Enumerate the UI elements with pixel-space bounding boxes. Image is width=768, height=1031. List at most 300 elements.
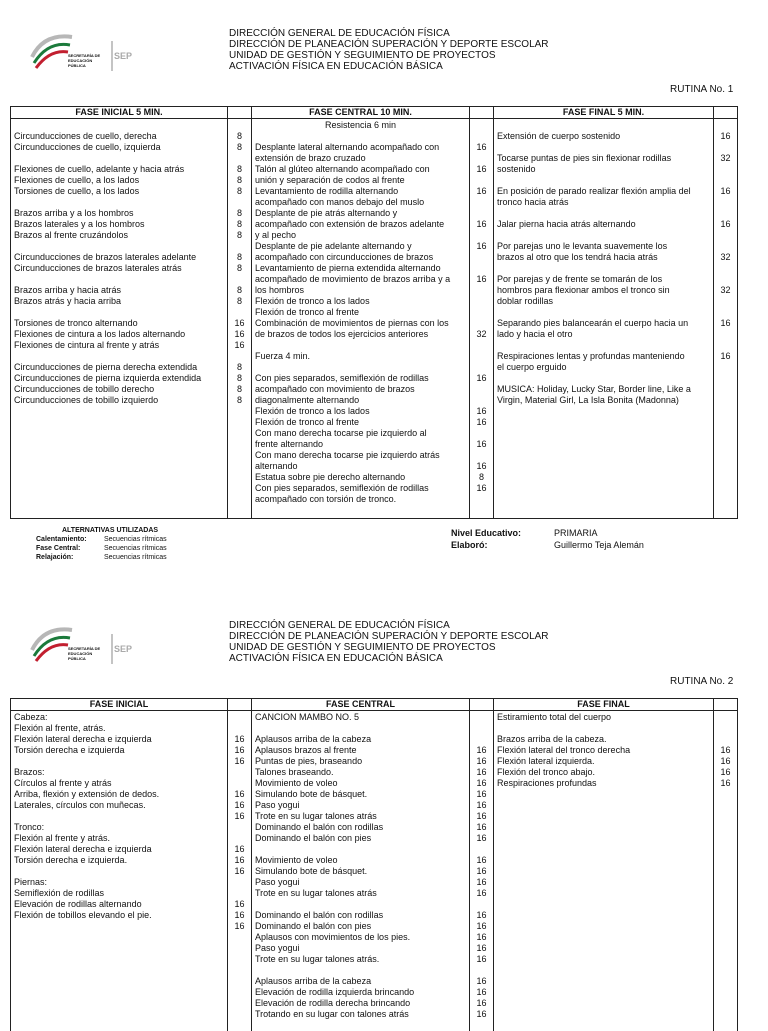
exercise-item: Torsiones de cuello, a los lados [14,186,140,196]
logo-line: EDUCACIÓN [68,58,93,63]
column-header: FASE INICIAL 5 MIN. [11,107,228,119]
repetition-count [717,395,734,406]
repetition-count: 16 [476,767,487,777]
exercise-item: Aplausos brazos al frente [255,745,357,755]
exercise-item: Movimiento de voleo [255,855,338,865]
column-header: FASE INICIAL [11,699,228,711]
repetition-count: 16 [234,844,245,854]
exercise-line: acompañado con extensión de brazos adelante [255,219,445,229]
exercise-item: Aplausos arriba de la cabeza [255,976,372,986]
repetition-count: 16 [720,318,731,328]
exercise-line: Separando pies balancearán el cuerpo hacia un [497,318,689,328]
exercise-item: Paso yogui [255,800,300,810]
repetition-count [231,767,248,778]
repetition-count: 32 [720,252,731,262]
exercise-item: Flexión del tronco abajo. [497,767,596,777]
repetition-count: 16 [476,756,487,766]
exercise-item: Elevación de rodillas alternando [14,899,142,909]
exercise-item: Torsiones de tronco alternando [14,318,138,328]
repetition-count [717,362,734,373]
exercise-item: Talones braseando. [255,767,334,777]
exercise-line: Jalar pierna hacia atrás alternando [497,219,636,229]
fase-central-counts [470,119,494,519]
repetition-count [473,120,490,131]
repetition-count [473,428,490,439]
exercise-item: Brazos arriba y a los hombros [14,208,134,218]
exercise-item: Circunducciones de cuello, izquierda [14,142,161,152]
exercise-item: Brazos laterales y a los hombros [14,219,145,229]
repetition-count [717,197,734,208]
repetition-count [473,494,490,505]
repetition-count: 16 [476,778,487,788]
repetition-count: 32 [476,329,487,339]
repetition-count: 8 [236,230,242,240]
repetition-count: 32 [720,153,731,163]
exercise-item: Brazos arriba y hacia atrás [14,285,122,295]
exercise-item [14,866,224,877]
nivel-label: Nivel Educativo: [451,528,522,538]
repetition-count: 16 [234,789,245,799]
repetition-count: 16 [234,734,245,744]
alternatives-title: ALTERNATIVAS UTILIZADAS [62,527,159,534]
rutina-number: RUTINA No. 1 [670,84,734,95]
exercise-item [14,241,224,252]
repetition-count: 16 [476,241,487,251]
repetition-count: 16 [720,131,731,141]
exercise-item: Puntas de pies, braseando [255,756,363,766]
nivel-value: PRIMARIA [554,528,598,538]
exercise-item: Arriba, flexión y extensión de dedos. [14,789,160,799]
exercise-line: sostenido [497,164,536,174]
exercise-item: Brazos: [14,767,45,777]
exercise-line: Talón al glúteo alternando acompañado con [255,164,430,174]
column-header: FASE CENTRAL [252,699,470,711]
repetition-count [717,208,734,219]
repetition-count [231,241,248,252]
routine-1-table [10,106,738,519]
exercise-line: Levantamiento de rodilla alternando [255,186,399,196]
repetition-count: 16 [476,954,487,964]
column-header: FASE FINAL 5 MIN. [494,107,714,119]
column-header-count [470,699,494,711]
fase-central-cell [252,711,470,1031]
repetition-count: 8 [236,373,242,383]
repetition-count: 8 [236,384,242,394]
repetition-count: 16 [476,987,487,997]
exercise-line: Flexión de tronco al frente [255,307,360,317]
repetition-count: 8 [236,186,242,196]
repetition-count: 16 [476,800,487,810]
exercise-item: Circunducciones de pierna izquierda extendida [14,373,202,383]
repetition-count: 16 [476,483,487,493]
alt-key: Calentamiento: [36,536,87,543]
fase-central-counts [470,711,494,1031]
exercise-item: Cabeza: [14,712,48,722]
exercise-item: Circunducciones de tobillo derecho [14,384,155,394]
exercise-item: Brazos atrás y hacia arriba [14,296,122,306]
repetition-count: 16 [720,351,731,361]
repetition-count [473,723,490,734]
repetition-count: 16 [476,932,487,942]
exercise-line: Por parejas y de frente se tomarán de los [497,274,663,284]
exercise-line [497,263,710,274]
repetition-count: 16 [234,318,245,328]
exercise-line: el cuerpo erguido [497,362,567,372]
repetition-count [473,318,490,329]
repetition-count: 16 [476,461,487,471]
repetition-count: 16 [476,822,487,832]
repetition-count: 16 [234,910,245,920]
repetition-count: 16 [476,164,487,174]
repetition-count [717,373,734,384]
logo-line: SECRETARÍA DE [68,646,101,651]
exercise-item: Flexiones de cuello, adelante y hacia atrás [14,164,185,174]
logo-line: PÚBLICA [68,656,86,661]
repetition-count: 16 [234,800,245,810]
exercise-item: Flexiones de cintura al frente y atrás [14,340,160,350]
exercise-item: Simulando bote de básquet. [255,789,368,799]
repetition-count [717,230,734,241]
exercise-item: Dominando el balón con rodillas [255,910,384,920]
exercise-line: Flexión de tronco a los lados [255,406,370,416]
repetition-count [717,734,734,745]
repetition-count [717,241,734,252]
fase-final-counts [714,119,738,519]
repetition-count: 16 [476,219,487,229]
repetition-count [717,723,734,734]
exercise-item: Trote en su lugar talones atrás [255,811,377,821]
column-header: FASE FINAL [494,699,714,711]
exercise-item: Flexión lateral del tronco derecha [497,745,631,755]
repetition-count: 8 [236,252,242,262]
repetition-count [473,734,490,745]
repetition-count: 16 [476,439,487,449]
repetition-count [473,899,490,910]
alt-key: Relajación: [36,554,74,561]
exercise-item: Circunducciones de tobillo izquierdo [14,395,159,405]
column-header: FASE CENTRAL 10 MIN. [252,107,470,119]
repetition-count: 16 [720,745,731,755]
repetition-count: 16 [476,976,487,986]
header-line: ACTIVACIÓN FÍSICA EN EDUCACIÓN BÁSICA [229,653,443,664]
fase-final-counts [714,711,738,1031]
repetition-count [473,208,490,219]
exercise-item: Brazos arriba de la cabeza. [497,734,607,744]
exercise-item: Estiramiento total del cuerpo [497,712,612,722]
repetition-count [473,384,490,395]
exercise-line: Estatua sobre pie derecho alternando [255,472,406,482]
repetition-count [231,712,248,723]
repetition-count: 16 [234,329,245,339]
repetition-count: 8 [236,131,242,141]
routine-2-table [10,698,738,1031]
exercise-line: hombros para flexionar ambos el tronco sin [497,285,670,295]
exercise-line: Desplante de pie adelante alternando y [255,241,412,251]
repetition-count: 16 [476,998,487,1008]
exercise-item: Paso yogui [255,877,300,887]
repetition-count [231,822,248,833]
exercise-item: Tronco: [14,822,45,832]
repetition-count: 16 [234,855,245,865]
exercise-item [255,965,466,976]
repetition-count [717,712,734,723]
repetition-count [231,723,248,734]
repetition-count: 8 [236,395,242,405]
exercise-item: Torsión derecha e izquierda. [14,855,128,865]
exercise-item: Paso yogui [255,943,300,953]
exercise-item: Trote en su lugar talones atrás. [255,954,380,964]
repetition-count [231,877,248,888]
section-subtitle: Resistencia 6 min [324,120,397,130]
exercise-item: Circunducciones de cuello, derecha [14,131,157,141]
exercise-line [255,362,466,373]
repetition-count: 16 [476,406,487,416]
exercise-line: Flexión de tronco al frente [255,417,360,427]
exercise-line: alternando [255,461,298,471]
repetition-count: 8 [236,263,242,273]
exercise-line [497,373,710,384]
repetition-count: 16 [476,1009,487,1019]
fase-inicial-cell [11,711,228,1031]
repetition-count: 16 [234,756,245,766]
repetition-count [473,340,490,351]
repetition-count [717,175,734,186]
exercise-item: Trote en su lugar talones atrás [255,888,377,898]
repetition-count: 8 [236,175,242,185]
repetition-count [473,362,490,373]
exercise-line [255,340,466,351]
exercise-line: unión y separación de codos al frente [255,175,405,185]
exercise-line: extensión de brazo cruzado [255,153,366,163]
repetition-count: 16 [476,186,487,196]
exercise-item: Circunducciones de pierna derecha extendida [14,362,198,372]
repetition-count [231,778,248,789]
exercise-item: Torsión derecha e izquierda [14,745,125,755]
column-header-count [228,107,252,119]
repetition-count: 16 [720,767,731,777]
exercise-line: de brazos de todos los ejercicios anteriores [255,329,429,339]
repetition-count [717,296,734,307]
repetition-count [231,197,248,208]
header-line: DIRECCIÓN GENERAL DE EDUCACIÓN FÍSICA [229,620,450,631]
exercise-item: Aplausos con movimientos de los pies. [255,932,411,942]
exercise-line: los hombros [255,285,305,295]
exercise-item: Trotando en su lugar con talones atrás [255,1009,409,1019]
exercise-line: Extensión de cuerpo sostenido [497,131,621,141]
fase-inicial-cell [11,119,228,519]
logo-line: SECRETARÍA DE [68,53,101,58]
exercise-item: Flexiones de cintura a los lados alternando [14,329,186,339]
exercise-item: Flexión lateral derecha e izquierda [14,734,152,744]
exercise-item: Simulando bote de básquet. [255,866,368,876]
repetition-count [231,833,248,844]
alt-value: Secuencias rítmicas [104,545,167,552]
exercise-line: Con mano derecha tocarse pie izquierdo atrás [255,450,440,460]
repetition-count [473,252,490,263]
repetition-count: 8 [236,208,242,218]
exercise-item [14,307,224,318]
exercise-item: CANCION MAMBO NO. 5 [255,712,360,722]
exercise-line: Flexión de tronco a los lados [255,296,370,306]
alt-value: Secuencias rítmicas [104,536,167,543]
repetition-count [231,888,248,899]
repetition-count: 16 [476,274,487,284]
repetition-count: 16 [720,756,731,766]
exercise-item [14,153,224,164]
header-line: ACTIVACIÓN FÍSICA EN EDUCACIÓN BÁSICA [229,61,443,72]
exercise-item [14,811,224,822]
exercise-line: tronco hacia atrás [497,197,569,207]
repetition-count: 16 [476,789,487,799]
column-header-count [714,107,738,119]
exercise-item: Flexión al frente y atrás. [14,833,111,843]
repetition-count: 8 [236,219,242,229]
repetition-count: 16 [476,943,487,953]
repetition-count: 16 [476,910,487,920]
header-line: DIRECCIÓN GENERAL DE EDUCACIÓN FÍSICA [229,28,450,39]
repetition-count [717,164,734,175]
exercise-item: Piernas: [14,877,48,887]
exercise-line: acompañado con circunducciones de brazos [255,252,434,262]
alt-key: Fase Central: [36,545,81,552]
exercise-line: doblar rodillas [497,296,554,306]
exercise-line: acompañado con torsión de tronco. [255,494,397,504]
repetition-count: 8 [236,362,242,372]
repetition-count: 16 [720,186,731,196]
repetition-count [717,329,734,340]
exercise-item: Círculos al frente y atrás [14,778,112,788]
elaboro-value: Guillermo Teja Alemán [554,540,644,550]
alt-value: Secuencias rítmicas [104,554,167,561]
exercise-line: Desplante de pie atrás alternando y [255,208,398,218]
repetition-count [473,197,490,208]
repetition-count: 8 [236,285,242,295]
exercise-line: Con mano derecha tocarse pie izquierdo al [255,428,427,438]
alternatives-block [36,526,167,562]
rutina-number: RUTINA No. 2 [670,676,734,687]
meta-block [451,527,644,551]
repetition-count [473,505,490,516]
header-line: UNIDAD DE GESTIÓN Y SEGUIMIENTO DE PROYECTOS [229,50,496,61]
exercise-item: Flexión al frente, atrás. [14,723,106,733]
exercise-line: Virgin, Material Girl, La Isla Bonita (Madonna) [497,395,679,405]
exercise-item: Flexión lateral derecha e izquierda [14,844,152,854]
exercise-item: Laterales, círculos con muñecas. [14,800,146,810]
exercise-item: Dominando el balón con rodillas [255,822,384,832]
repetition-count [473,263,490,274]
exercise-line: brazos al otro que los tendrá hacia atrás [497,252,658,262]
repetition-count [717,340,734,351]
exercise-line [255,131,466,142]
fase-central-cell [252,119,470,519]
repetition-count: 32 [720,285,731,295]
logo-sep-text: SEP [114,51,133,61]
exercise-line: acompañado de movimiento de brazos arriba y a [255,274,451,284]
exercise-item: Dominando el balón con pies [255,833,372,843]
exercise-line: Fuerza 4 min. [255,351,311,361]
exercise-line: Tocarse puntas de pies sin flexionar rodillas [497,153,672,163]
repetition-count [231,351,248,362]
repetition-count [473,351,490,362]
repetition-count [717,307,734,318]
exercise-item: Elevación de rodilla izquierda brincando [255,987,415,997]
repetition-count [473,131,490,142]
header-line: UNIDAD DE GESTIÓN Y SEGUIMIENTO DE PROYECTOS [229,642,496,653]
exercise-item [497,723,710,734]
exercise-item: Circunducciones de brazos laterales adelante [14,252,197,262]
exercise-line [497,340,710,351]
repetition-count: 16 [476,877,487,887]
exercise-line: Desplante lateral alternando acompañado con [255,142,440,152]
repetition-count: 16 [720,778,731,788]
repetition-count [473,230,490,241]
repetition-count: 16 [234,899,245,909]
repetition-count: 16 [476,888,487,898]
repetition-count: 16 [476,866,487,876]
repetition-count: 16 [476,921,487,931]
repetition-count: 16 [476,855,487,865]
exercise-item [255,899,466,910]
exercise-line: Combinación de movimientos de piernas con los [255,318,449,328]
exercise-line: Respiraciones lentas y profundas manteniendo [497,351,685,361]
exercise-item: Flexión lateral izquierda. [497,756,595,766]
exercise-item [255,844,466,855]
repetition-count [473,296,490,307]
repetition-count [473,285,490,296]
fase-final-cell [494,711,714,1031]
exercise-item: Semiflexión de rodillas [14,888,105,898]
exercise-line: lado y hacia el otro [497,329,573,339]
column-header-count [714,699,738,711]
exercise-line: Levantamiento de pierna extendida alternando [255,263,441,273]
exercise-line [497,142,710,153]
exercise-item: Respiraciones profundas [497,778,597,788]
exercise-item: Dominando el balón con pies [255,921,372,931]
repetition-count [231,274,248,285]
exercise-item [14,351,224,362]
repetition-count: 8 [236,164,242,174]
exercise-line: y al pecho [255,230,297,240]
exercise-line: diagonalmente alternando [255,395,360,405]
exercise-item [14,756,224,767]
sep-logo [28,620,133,668]
exercise-line [497,307,710,318]
repetition-count [473,965,490,976]
repetition-count: 16 [476,833,487,843]
exercise-item [255,723,466,734]
exercise-line [497,230,710,241]
exercise-line [497,208,710,219]
exercise-line [497,175,710,186]
exercise-item: Circunducciones de brazos laterales atrás [14,263,182,273]
repetition-count [717,263,734,274]
repetition-count: 16 [234,811,245,821]
exercise-item: Aplausos arriba de la cabeza [255,734,372,744]
logo-sep-text: SEP [114,644,133,654]
exercise-line: Con pies separados, semiflexión de rodillas [255,373,429,383]
column-header-count [228,699,252,711]
repetition-count [473,450,490,461]
repetition-count: 16 [234,745,245,755]
header-line: DIRECCIÓN DE PLANEACIÓN SUPERACIÓN Y DEPORTE ESCOLAR [229,39,549,50]
exercise-line: frente alternando [255,439,324,449]
repetition-count: 8 [236,296,242,306]
repetition-count [717,142,734,153]
elaboro-label: Elaboró: [451,540,488,550]
repetition-count: 16 [234,866,245,876]
repetition-count [231,153,248,164]
exercise-item: Flexiones de cuello, a los lados [14,175,140,185]
